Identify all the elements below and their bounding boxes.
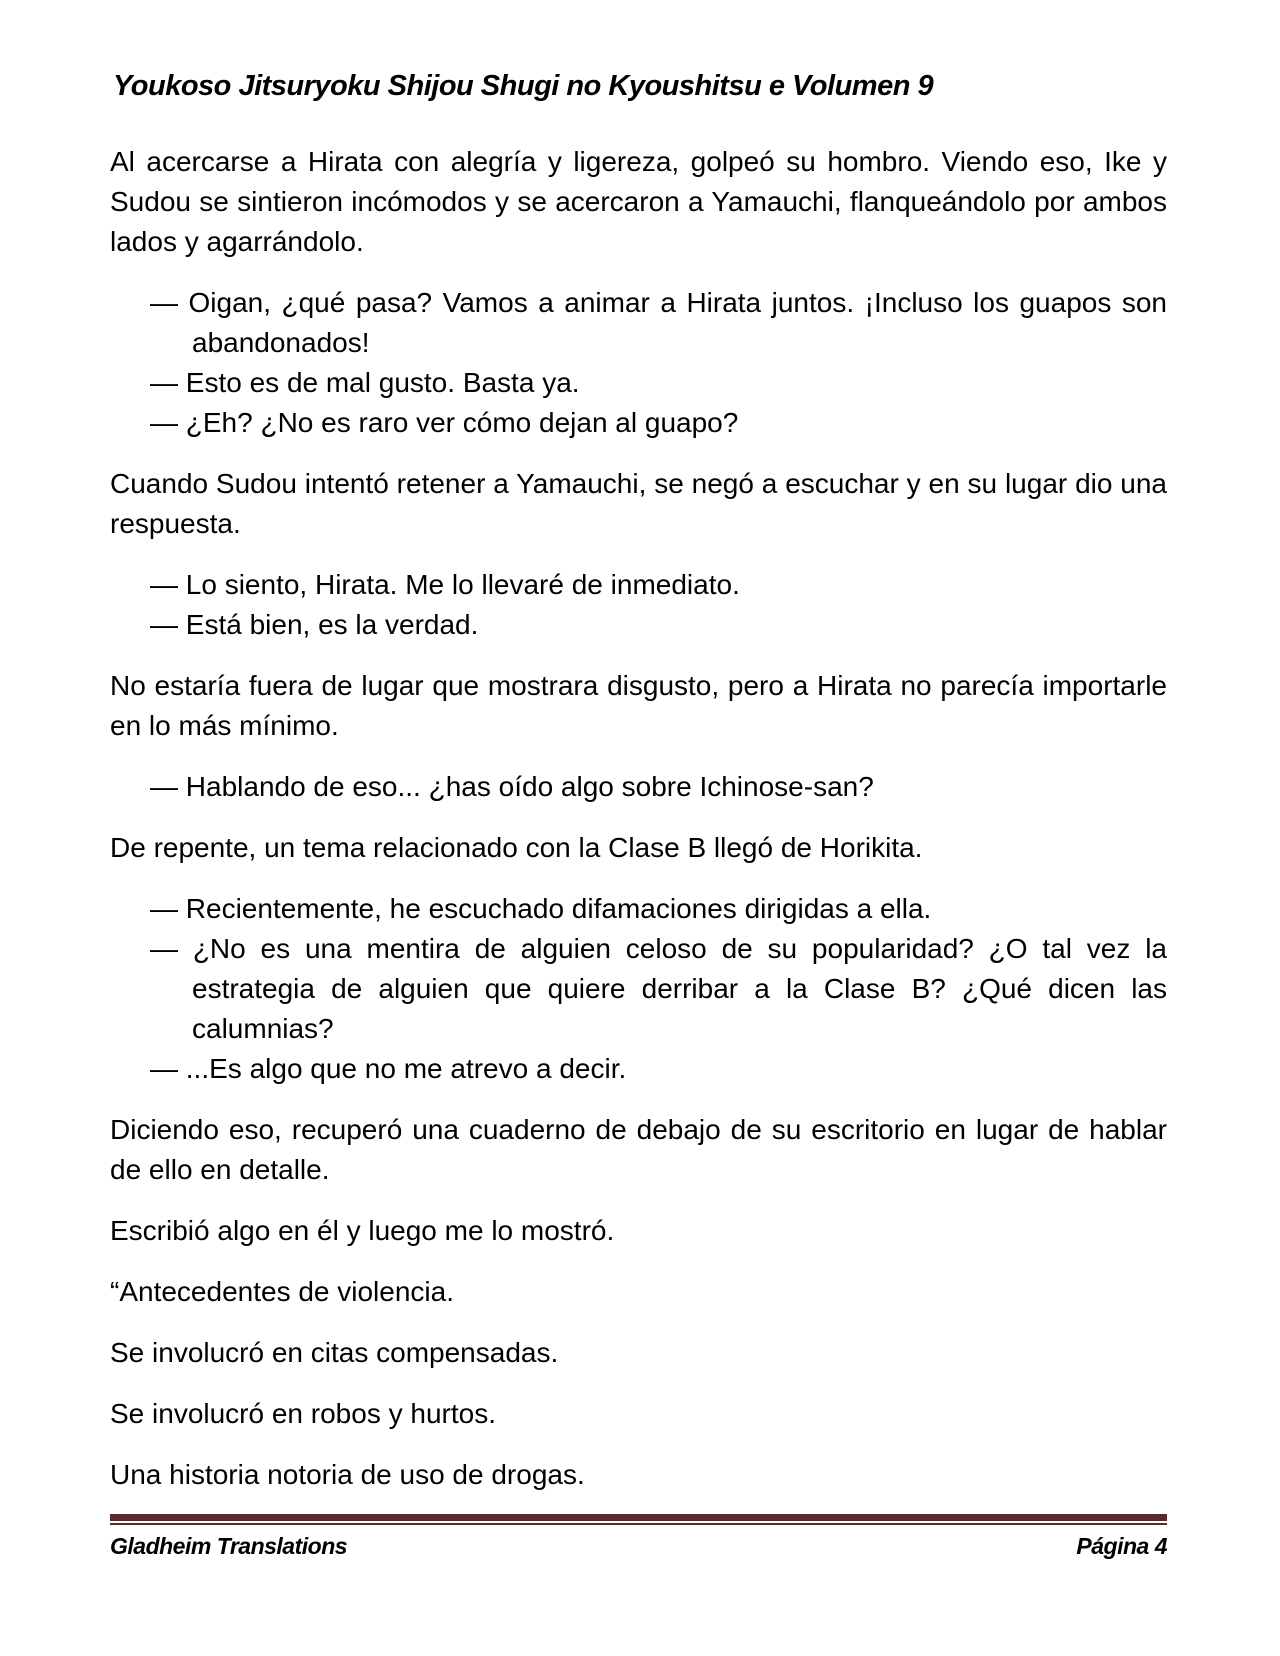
paragraph: Escribió algo en él y luego me lo mostró. <box>110 1215 615 1246</box>
footer-rule-thick-line <box>110 1514 1167 1521</box>
paragraph: Cuando Sudou intentó retener a Yamauchi, se negó a escuchar y en su lugar dio una respuesta. <box>110 468 1167 539</box>
page-header <box>113 70 1167 103</box>
page-footer <box>110 1533 1167 1560</box>
paragraph: Al acercarse a Hirata con alegría y ligereza, golpeó su hombro. Viendo eso, Ike y Sudou se sintieron incómodos y se acercaron a Yamauchi, flanqueándolo por ambos lados y agarrándolo. <box>110 146 1167 257</box>
dialogue-line: — Lo siento, Hirata. Me lo llevaré de inmediato. <box>150 569 740 600</box>
paragraph: “Antecedentes de violencia. <box>110 1276 454 1307</box>
document-body <box>110 142 1167 1516</box>
dialogue-block <box>110 889 1167 1089</box>
dialogue-line: — Oigan, ¿qué pasa? Vamos a animar a Hirata juntos. ¡Incluso los guapos son abandonados! <box>150 287 1167 358</box>
dialogue-block <box>110 565 1167 645</box>
dialogue-line: — ...Es algo que no me atrevo a decir. <box>150 1053 627 1084</box>
dialogue-line: — Recientemente, he escuchado difamaciones dirigidas a ella. <box>150 893 932 924</box>
footer-translator-credit: Gladheim Translations <box>110 1533 348 1559</box>
header-title: Youkoso Jitsuryoku Shijou Shugi no Kyoushitsu e Volumen 9 <box>113 70 934 102</box>
paragraph: Se involucró en citas compensadas. <box>110 1337 559 1368</box>
dialogue-line: — Hablando de eso... ¿has oído algo sobre Ichinose-san? <box>150 771 874 802</box>
footer-rule <box>110 1514 1167 1525</box>
paragraph: Una historia notoria de uso de drogas. <box>110 1459 585 1490</box>
paragraph: De repente, un tema relacionado con la Clase B llegó de Horikita. <box>110 832 923 863</box>
dialogue-block <box>110 283 1167 443</box>
dialogue-line: — ¿No es una mentira de alguien celoso de su popularidad? ¿O tal vez la estrategia de alguien que quiere derribar a la Clase B? ¿Qué dicen las calumnias? <box>150 933 1167 1044</box>
paragraph: Diciendo eso, recuperó una cuaderno de debajo de su escritorio en lugar de hablar de ello en detalle. <box>110 1114 1167 1185</box>
paragraph: No estaría fuera de lugar que mostrara disgusto, pero a Hirata no parecía importarle en lo más mínimo. <box>110 670 1167 741</box>
footer-rule-thin-line <box>110 1523 1167 1525</box>
dialogue-line: — Está bien, es la verdad. <box>150 609 479 640</box>
footer-page-number: Página 4 <box>1076 1533 1167 1559</box>
dialogue-line: — ¿Eh? ¿No es raro ver cómo dejan al guapo? <box>150 407 739 438</box>
dialogue-block <box>110 767 1167 807</box>
dialogue-line: — Esto es de mal gusto. Basta ya. <box>150 367 580 398</box>
paragraph: Se involucró en robos y hurtos. <box>110 1398 496 1429</box>
